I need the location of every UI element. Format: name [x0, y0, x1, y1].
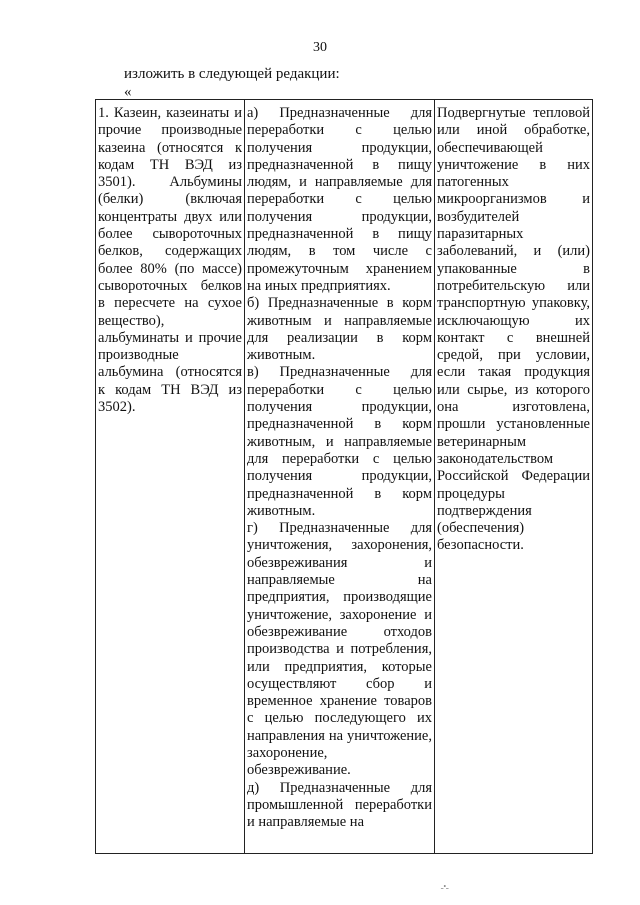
purpose-item-d: д) Предназначенные для промышленной переработки и направляемые на	[247, 779, 432, 831]
purpose-item-b: б) Предназначенные в корм животным и направляемые для реализации в корм животным.	[247, 295, 432, 364]
purpose-item-v: в) Предназначенные для переработки с целью получения продукции, предназначенной в корм животным, и направляемые для переработки с целью получения продукции, предназначенной в корм животным.	[247, 364, 432, 519]
purpose-item-g: г) Предназначенные для уничтожения, захоронения, обезвреживания и направляемые на предприятия, производящие уничтожение, захоронение и обезвреживание отходов производства и потребления, или предприятия, которые осуществляют сбор и временное хранение товаров с целью последующего их направления на уничтожение, захоронение, обезвреживание.	[247, 520, 432, 779]
purpose-item-a: а) Предназначенные для переработки с целью получения продукции, предназначенной в пищу людям, и направляемые для переработки с целью получения продукции, предназначенной в пищу людям, в том числе с промежуточным хранением на иных предприятиях.	[247, 105, 432, 294]
conditions-cell: Подвергнутые тепловой или иной обработке, обеспечивающей уничтожение в них патогенных микроорганизмов и возбудителей паразитарных заболеваний, и (или) упакованные в потребительскую или транспортную упаковку, исключающую их контакт с внешней средой, при условии, если такая продукция или сырье, из которого она изготовлена, прошли установленные ветеринарным законодательством Российской Федерации процедуры подтверждения (обеспечения) безопасности.	[435, 100, 593, 854]
table-row	[96, 100, 593, 854]
product-description-cell: 1. Казеин, казеинаты и прочие производные казеина (относятся к кодам ТН ВЭД из 3501). Альбумины (белки) (включая концентраты двух или более сывороточных белков, содержащих более 80% (по массе) сывороточных белков в пересчете на сухое вещество), альбуминаты и прочие производные альбумина (относятся к кодам ТН ВЭД из 3502).	[96, 100, 245, 854]
intro-text: изложить в следующей редакции:	[124, 66, 340, 82]
regulation-table	[95, 99, 593, 854]
purpose-cell	[245, 100, 435, 854]
footer-mark: ـ•ـ	[441, 882, 449, 891]
open-quote: «	[124, 84, 132, 100]
page-number: 30	[313, 40, 327, 55]
